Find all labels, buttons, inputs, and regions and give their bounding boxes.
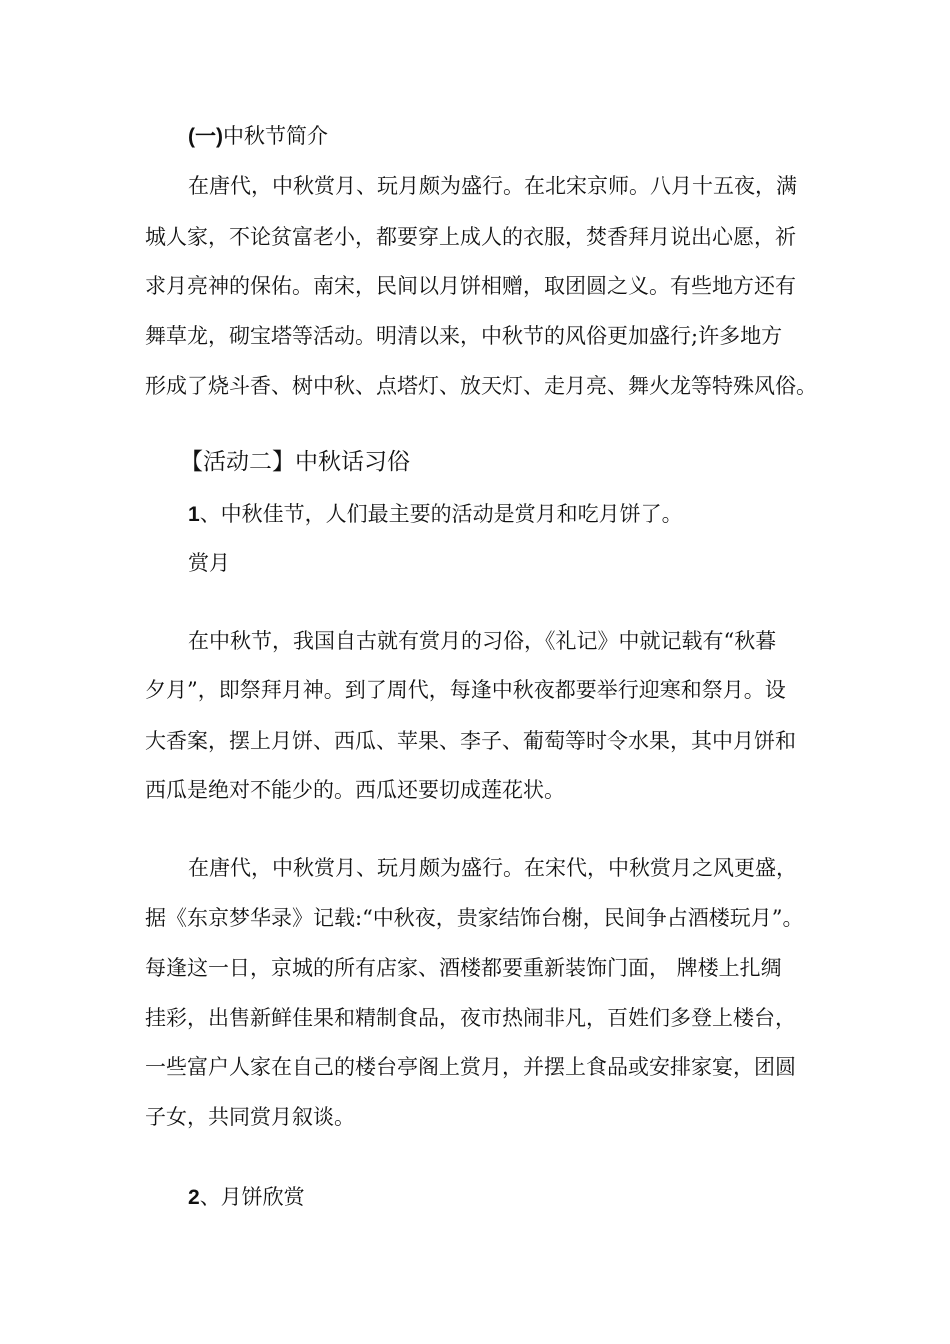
paragraph-line: 城人家，不论贫富老小，都要穿上成人的衣服，焚香拜月说出心愿，祈	[145, 225, 796, 249]
paragraph-line: 西瓜是绝对不能少的。西瓜还要切成莲花状。	[145, 778, 565, 802]
subheading: 赏月	[188, 551, 230, 575]
paragraph-line: 挂彩，出售新鲜佳果和精制食品，夜市热闹非凡，百姓们多登上楼台，	[145, 1006, 796, 1030]
paragraph-line: 据《东京梦华录》记载:“中秋夜，贵家结饰台榭，民间争占酒楼玩月”。	[145, 906, 804, 930]
list-item-1	[188, 499, 683, 530]
section-title-text: 中秋节简介	[223, 124, 328, 148]
list-item-number: 1	[188, 503, 200, 526]
paragraph-line: 夕月”，即祭拜月神。到了周代，每逢中秋夜都要举行迎寒和祭月。设	[145, 678, 786, 702]
paragraph-line: 子女，共同赏月叙谈。	[145, 1105, 355, 1129]
paragraph-line: 求月亮神的保佑。南宋，民间以月饼相赠，取团圆之义。有些地方还有	[145, 274, 796, 298]
list-item-text: 、月饼欣赏	[199, 1185, 305, 1209]
paragraph-line: 一些富户人家在自己的楼台亭阁上赏月，并摆上食品或安排家宴，团圆	[145, 1055, 796, 1079]
paragraph-line: 在唐代，中秋赏月、玩月颇为盛行。在北宋京师。八月十五夜，满	[188, 174, 797, 198]
list-item-number: 2	[188, 1186, 200, 1209]
paragraph-line: 舞草龙，砌宝塔等活动。明清以来，中秋节的风俗更加盛行;许多地方	[145, 324, 783, 348]
paragraph-line: 在中秋节，我国自古就有赏月的习俗，《礼记》中就记载有“秋暮	[188, 629, 777, 653]
section-title-prefix: (一)	[188, 125, 223, 148]
section-title	[188, 121, 328, 152]
paragraph-line: 在唐代，中秋赏月、玩月颇为盛行。在宋代，中秋赏月之风更盛，	[188, 856, 797, 880]
list-item-text: 、中秋佳节，人们最主要的活动是赏月和吃月饼了。	[199, 502, 683, 526]
paragraph-line: 大香案，摆上月饼、西瓜、苹果、李子、葡萄等时令水果，其中月饼和	[145, 729, 796, 753]
paragraph-line: 形成了烧斗香、树中秋、点塔灯、放天灯、走月亮、舞火龙等特殊风俗。	[145, 374, 817, 398]
list-item-2	[188, 1182, 305, 1213]
paragraph-line: 每逢这一日，京城的所有店家、酒楼都要重新装饰门面， 牌楼上扎绸	[145, 956, 782, 980]
activity-heading: 【活动二】中秋话习俗	[180, 449, 410, 475]
